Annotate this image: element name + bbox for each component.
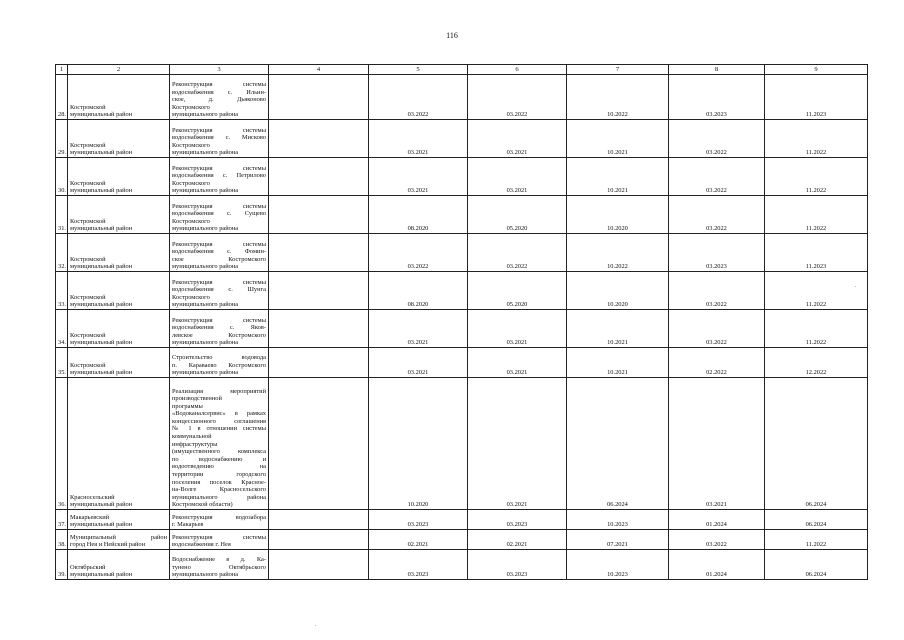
table-row	[56, 550, 868, 580]
date-cell-c5: 03.2021	[369, 310, 468, 348]
date-cell-c5: 03.2022	[369, 75, 468, 120]
date-cell-c8: 01.2024	[669, 510, 765, 530]
description-line: Реконструкция системы	[172, 202, 266, 210]
date-cell-c8: 03.2023	[669, 234, 765, 272]
date-cell-c7: 10.2020	[567, 196, 669, 234]
project-description-cell	[170, 75, 269, 120]
district-line: муниципальный район	[70, 263, 133, 271]
date-cell-c5: 10.2020	[369, 378, 468, 510]
date-cell-c6: 03.2022	[468, 75, 567, 120]
description-line: поселения поселок Красное-	[172, 478, 266, 486]
table-row	[56, 272, 868, 310]
district-line: Костромской	[70, 179, 106, 187]
district-line: Красносельский	[70, 493, 115, 501]
table-row	[56, 75, 868, 120]
project-description-cell	[170, 196, 269, 234]
date-cell-c9: 12.2022	[765, 348, 868, 378]
district-cell	[68, 550, 170, 580]
date-cell-c7: 10.2022	[567, 234, 669, 272]
date-cell-c9: 11.2022	[765, 530, 868, 550]
description-line: Реконструкция системы	[172, 533, 266, 541]
description-line: ское Костромского	[172, 255, 266, 263]
district-line: муниципальный район	[70, 571, 133, 579]
description-line: Водоснабжение в д. Ка-	[172, 556, 266, 564]
date-cell-c5: 03.2023	[369, 510, 468, 530]
district-line: муниципальный район	[70, 501, 133, 509]
district-cell	[68, 348, 170, 378]
description-line: муниципального района	[172, 111, 239, 119]
district-line: Костромской	[70, 361, 106, 369]
project-description-cell	[170, 510, 269, 530]
date-cell-c5: 03.2023	[369, 550, 468, 580]
date-cell-c7: 10.2022	[567, 75, 669, 120]
row-number: 37.	[56, 510, 68, 530]
description-line: Реконструкция системы	[172, 278, 266, 286]
date-cell-c4	[269, 378, 369, 510]
date-cell-c6: 03.2021	[468, 378, 567, 510]
date-cell-c8: 03.2022	[669, 196, 765, 234]
project-description-cell	[170, 158, 269, 196]
date-cell-c6: 03.2021	[468, 120, 567, 158]
table-row	[56, 196, 868, 234]
project-description-cell	[170, 120, 269, 158]
date-cell-c6: 03.2021	[468, 310, 567, 348]
date-cell-c4	[269, 530, 369, 550]
scan-speck	[315, 625, 316, 626]
header-row	[56, 65, 868, 75]
row-number: 29.	[56, 120, 68, 158]
description-line: водоснабжения с. Шунга	[172, 286, 266, 294]
table-row	[56, 530, 868, 550]
date-cell-c4	[269, 196, 369, 234]
description-line: муниципального района	[172, 571, 239, 579]
district-line: муниципальный район	[70, 369, 133, 377]
date-cell-c9: 11.2022	[765, 120, 868, 158]
row-number: 36.	[56, 378, 68, 510]
description-line: Костромского	[172, 179, 210, 187]
date-cell-c9: 11.2023	[765, 234, 868, 272]
date-cell-c5: 03.2021	[369, 348, 468, 378]
scan-speck	[855, 286, 856, 287]
district-line: муниципальный район	[70, 187, 133, 195]
description-line: г. Макарьев	[172, 521, 204, 529]
date-cell-c6: 03.2023	[468, 550, 567, 580]
date-cell-c5: 08.2020	[369, 196, 468, 234]
description-line: Костромского	[172, 217, 210, 225]
description-line: (имущественного комплекса	[172, 448, 266, 456]
date-cell-c4	[269, 310, 369, 348]
header-cell: 6	[468, 65, 567, 75]
header-cell: 8	[669, 65, 765, 75]
description-line: Костромского	[172, 141, 210, 149]
project-description-cell	[170, 234, 269, 272]
district-line: муниципальный район	[70, 521, 133, 529]
description-line: ское, д. Дьяконово	[172, 96, 266, 104]
description-line: территории городского	[172, 471, 266, 479]
description-line: муниципального района	[172, 187, 239, 195]
header-cell: 4	[269, 65, 369, 75]
date-cell-c7: 10.2023	[567, 510, 669, 530]
table-row	[56, 348, 868, 378]
description-line: Реконструкция системы	[172, 240, 266, 248]
date-cell-c8: 03.2022	[669, 310, 765, 348]
description-line: тунено Октябрьского	[172, 563, 266, 571]
district-line: Костромской	[70, 217, 106, 225]
date-cell-c4	[269, 550, 369, 580]
page-number: 116	[446, 31, 458, 40]
row-number: 32.	[56, 234, 68, 272]
description-line: Костромского	[172, 293, 210, 301]
description-line: левское Костромского	[172, 331, 266, 339]
header-cell: 9	[765, 65, 868, 75]
date-cell-c8: 02.2022	[669, 348, 765, 378]
row-number: 31.	[56, 196, 68, 234]
table-row	[56, 120, 868, 158]
date-cell-c6: 02.2021	[468, 530, 567, 550]
date-cell-c4	[269, 158, 369, 196]
district-cell	[68, 234, 170, 272]
district-line: Макарьевский	[70, 513, 110, 521]
district-line: Костромской	[70, 141, 106, 149]
project-description-cell	[170, 378, 269, 510]
description-line: «Водоканалсервис» в рамках	[172, 410, 266, 418]
project-description-cell	[170, 272, 269, 310]
date-cell-c8: 03.2022	[669, 530, 765, 550]
date-cell-c7: 10.2021	[567, 310, 669, 348]
district-line: муниципальный район	[70, 149, 133, 157]
district-cell	[68, 272, 170, 310]
date-cell-c8: 03.2022	[669, 158, 765, 196]
description-line: п. Караваево Костромского	[172, 361, 266, 369]
date-cell-c9: 11.2023	[765, 75, 868, 120]
description-line: водоснабжения с. Фомин-	[172, 248, 266, 256]
district-cell	[68, 510, 170, 530]
district-line: Костромской	[70, 103, 106, 111]
row-number: 39.	[56, 550, 68, 580]
date-cell-c5: 03.2022	[369, 234, 468, 272]
description-line: водоснабжения с. Яков-	[172, 324, 266, 332]
description-line: концессионного соглашения	[172, 417, 266, 425]
district-line: муниципальный район	[70, 339, 133, 347]
description-line: Строительство водовода	[172, 354, 266, 362]
date-cell-c7: 10.2020	[567, 272, 669, 310]
description-line: водоснабжения с. Мисково	[172, 134, 266, 142]
date-cell-c4	[269, 272, 369, 310]
date-cell-c9: 11.2022	[765, 272, 868, 310]
date-cell-c8: 03.2022	[669, 120, 765, 158]
description-line: Реконструкция системы	[172, 81, 266, 89]
project-description-cell	[170, 310, 269, 348]
description-line: муниципального района	[172, 263, 239, 271]
date-cell-c6: 03.2023	[468, 510, 567, 530]
date-cell-c8: 03.2023	[669, 75, 765, 120]
header-cell: 5	[369, 65, 468, 75]
district-line: Октябрьский	[70, 563, 106, 571]
description-line: муниципального района	[172, 301, 239, 309]
project-description-cell	[170, 348, 269, 378]
description-line: Костромского	[172, 103, 210, 111]
date-cell-c9: 11.2022	[765, 310, 868, 348]
date-cell-c6: 03.2022	[468, 234, 567, 272]
description-line: программы	[172, 402, 203, 410]
date-cell-c7: 10.2023	[567, 550, 669, 580]
date-cell-c4	[269, 75, 369, 120]
table-row	[56, 510, 868, 530]
table-row	[56, 158, 868, 196]
row-number: 35.	[56, 348, 68, 378]
date-cell-c6: 05.2020	[468, 196, 567, 234]
header-cell: 2	[68, 65, 170, 75]
date-cell-c5: 08.2020	[369, 272, 468, 310]
district-line: муниципальный район	[70, 301, 133, 309]
construction-schedule-table	[55, 64, 868, 580]
date-cell-c5: 02.2021	[369, 530, 468, 550]
district-line: муниципальный район	[70, 225, 133, 233]
description-line: водоснабжения г. Нея	[172, 541, 231, 549]
date-cell-c6: 03.2021	[468, 348, 567, 378]
district-cell	[68, 310, 170, 348]
description-line: № 1 в отношении системы	[172, 425, 266, 433]
description-line: муниципального района	[172, 493, 266, 501]
row-number: 34.	[56, 310, 68, 348]
project-description-cell	[170, 550, 269, 580]
description-line: инфраструктуры	[172, 440, 218, 448]
header-cell: 3	[170, 65, 269, 75]
date-cell-c7: 10.2021	[567, 158, 669, 196]
table-row	[56, 234, 868, 272]
header-cell: 1	[56, 65, 68, 75]
district-cell	[68, 120, 170, 158]
description-line: на-Волге Красносельского	[172, 486, 266, 494]
district-line: город Нея и Нейский район	[70, 541, 146, 549]
date-cell-c9: 06.2024	[765, 510, 868, 530]
row-number: 38.	[56, 530, 68, 550]
district-line: Муниципальный район	[70, 533, 167, 541]
project-description-cell	[170, 530, 269, 550]
district-line: Костромской	[70, 255, 106, 263]
date-cell-c8: 03.2021	[669, 378, 765, 510]
description-line: водоотведению на	[172, 463, 266, 471]
date-cell-c7: 10.2021	[567, 120, 669, 158]
row-number: 28.	[56, 75, 68, 120]
description-line: Реконструкция водозабора	[172, 513, 266, 521]
description-line: муниципального района	[172, 369, 239, 377]
description-line: Костромской области)	[172, 501, 233, 509]
description-line: по водоснабжению и	[172, 455, 266, 463]
description-line: муниципального района	[172, 149, 239, 157]
date-cell-c8: 01.2024	[669, 550, 765, 580]
date-cell-c4	[269, 234, 369, 272]
date-cell-c4	[269, 120, 369, 158]
date-cell-c5: 03.2021	[369, 158, 468, 196]
row-number: 30.	[56, 158, 68, 196]
date-cell-c9: 11.2022	[765, 158, 868, 196]
district-cell	[68, 158, 170, 196]
date-cell-c7: 06.2024	[567, 378, 669, 510]
description-line: Реализация мероприятий	[172, 387, 266, 395]
date-cell-c9: 06.2024	[765, 378, 868, 510]
description-line: производственной	[172, 395, 222, 403]
district-cell	[68, 378, 170, 510]
date-cell-c4	[269, 348, 369, 378]
date-cell-c9: 11.2022	[765, 196, 868, 234]
description-line: Реконструкция системы	[172, 316, 266, 324]
date-cell-c7: 07.2021	[567, 530, 669, 550]
description-line: муниципального района	[172, 225, 239, 233]
description-line: муниципального района	[172, 339, 239, 347]
table-row	[56, 310, 868, 348]
date-cell-c7: 10.2021	[567, 348, 669, 378]
district-cell	[68, 75, 170, 120]
table-row	[56, 378, 868, 510]
description-line: водоснабжения с. Ильин-	[172, 88, 266, 96]
district-cell	[68, 530, 170, 550]
date-cell-c6: 03.2021	[468, 158, 567, 196]
district-line: Костромской	[70, 293, 106, 301]
row-number: 33.	[56, 272, 68, 310]
district-line: муниципальный район	[70, 111, 133, 119]
description-line: Реконструкция системы	[172, 164, 266, 172]
header-cell: 7	[567, 65, 669, 75]
district-line: Костромской	[70, 331, 106, 339]
date-cell-c4	[269, 510, 369, 530]
district-cell	[68, 196, 170, 234]
description-line: водоснабжения с. Петрилово	[172, 172, 266, 180]
description-line: водоснабжения с. Сущево	[172, 210, 266, 218]
description-line: Реконструкция системы	[172, 126, 266, 134]
date-cell-c8: 03.2022	[669, 272, 765, 310]
description-line: коммунальной	[172, 433, 212, 441]
date-cell-c6: 05.2020	[468, 272, 567, 310]
date-cell-c9: 06.2024	[765, 550, 868, 580]
date-cell-c5: 03.2021	[369, 120, 468, 158]
